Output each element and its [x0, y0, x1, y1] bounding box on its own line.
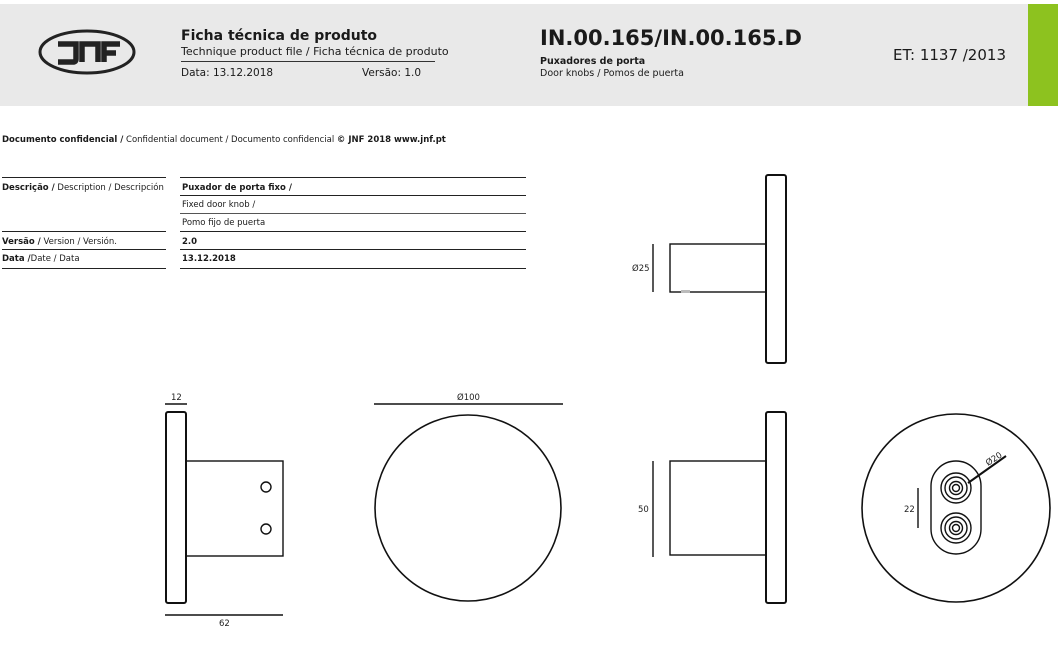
- date-label: Data /Date / Data: [2, 254, 80, 264]
- rose-front-view: [374, 404, 563, 601]
- version-label: Versão / Version / Versión.: [2, 237, 117, 247]
- confidential-rest: Confidential document / Documento confidencial: [123, 135, 335, 145]
- rose-thickness-label: 12: [171, 393, 182, 403]
- description-label: Descrição / Description / Descripción: [2, 183, 164, 193]
- side-view-fixing: [165, 404, 283, 615]
- date-value: 13.12.2018: [182, 254, 236, 264]
- confidential-bold: Documento confidencial /: [2, 135, 124, 145]
- category-translations: Door knobs / Pomos de puerta: [540, 68, 684, 79]
- sheet-version: Versão: 1.0: [362, 67, 422, 79]
- copyright: © JNF 2018 www.jnf.pt: [336, 135, 446, 145]
- sheet-subtitle: Technique product file / Ficha técnica de produto: [181, 45, 449, 58]
- et-reference: ET: 1137 /2013: [893, 46, 1006, 64]
- description-value-es: Pomo fijo de puerta: [182, 218, 266, 228]
- side-view-bottom: [653, 412, 786, 603]
- knob-length-label: 50: [638, 505, 649, 515]
- fixing-spacing-label: 22: [904, 505, 915, 515]
- rear-fixing-view: [862, 414, 1050, 602]
- fixing-diameter-label: Ø20: [984, 450, 1005, 469]
- rose-diameter-label: Ø100: [457, 393, 480, 403]
- sheet-date: Data: 13.12.2018: [181, 67, 274, 79]
- product-code: IN.00.165/IN.00.165.D: [540, 26, 802, 50]
- knob-diameter-label: Ø25: [632, 264, 650, 274]
- version-value: 2.0: [182, 237, 198, 247]
- category-title: Puxadores de porta: [540, 56, 646, 67]
- description-value-pt: Puxador de porta fixo /: [182, 183, 292, 193]
- projection-label: 62: [219, 619, 230, 629]
- side-view-top: [653, 175, 786, 363]
- description-value-en: Fixed door knob /: [182, 200, 256, 210]
- sheet-title: Ficha técnica de produto: [181, 28, 378, 44]
